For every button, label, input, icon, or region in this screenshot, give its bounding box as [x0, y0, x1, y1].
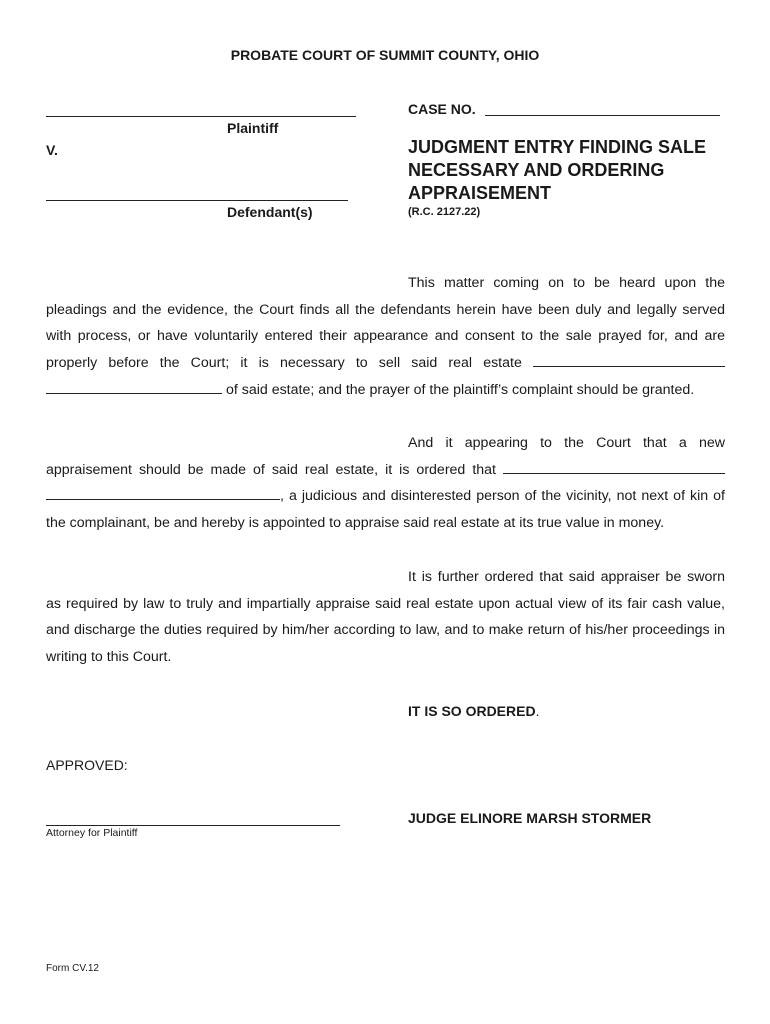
- case-no-label: CASE NO.: [408, 101, 476, 117]
- plaintiff-name-line: [46, 116, 356, 117]
- appraisement-text: And it appearing to the Court that a new appraisement should be made of said real estate, it is ordered that: [46, 435, 725, 478]
- oath-paragraph: [46, 564, 725, 671]
- finding-text: This matter coming on to be heard upon the pleadings and the evidence, the Court finds all the defendants herein have been duly and legally served with process, or have voluntarily entered their appearance and consent to the sale prayed for, and are properly before the Court; it is necessary to sell said real estate: [46, 275, 725, 372]
- appraiser-name-blank: [503, 461, 725, 474]
- plaintiff-label: Plaintiff: [227, 120, 279, 136]
- finding-text-continued: of said estate; and the prayer of the plaintiff’s complaint should be granted.: [225, 381, 695, 398]
- defendant-label: Defendant(s): [227, 204, 313, 220]
- attorney-signature-line: [46, 825, 340, 826]
- document-title-line-2: NECESSARY AND ORDERING: [408, 160, 665, 180]
- court-title: PROBATE COURT OF SUMMIT COUNTY, OHIO: [230, 47, 540, 63]
- document-title-line-3: APPRAISEMENT: [408, 183, 552, 203]
- case-no-line: [485, 115, 720, 116]
- judge-name: JUDGE ELINORE MARSH STORMER: [408, 810, 652, 826]
- document-title-line-1: JUDGMENT ENTRY FINDING SALE: [408, 137, 707, 157]
- finding-paragraph: [46, 270, 725, 404]
- statute-reference: (R.C. 2127.22): [408, 206, 481, 218]
- attorney-label: Attorney for Plaintiff: [46, 827, 138, 839]
- form-number: Form CV.12: [46, 963, 99, 974]
- appraisement-text-continued: , a judicious and disinterested person of the vicinity, not next of kin of the complainant, be and hereby is appointed to appraise said real estate at its true value in money.: [46, 488, 725, 532]
- estate-blank: [46, 381, 222, 394]
- appraisement-paragraph: [46, 430, 725, 537]
- defendant-name-line: [46, 200, 348, 201]
- so-ordered-text: IT IS SO ORDERED: [408, 703, 536, 719]
- appraiser-name-blank-2: [46, 487, 280, 500]
- real-estate-blank: [533, 354, 725, 367]
- so-ordered-period: .: [535, 703, 540, 719]
- approved-label: APPROVED:: [46, 757, 128, 773]
- oath-text: It is further ordered that said appraiser be sworn as required by law to truly and impartially appraise said real estate upon actual view of its fair cash value, and discharge the duties required by him/her according to law, and to make return of his/her proceedings in writing to this Court.: [46, 569, 725, 666]
- so-ordered: [408, 703, 539, 719]
- document-title: [408, 136, 748, 205]
- versus-label: V.: [46, 142, 58, 158]
